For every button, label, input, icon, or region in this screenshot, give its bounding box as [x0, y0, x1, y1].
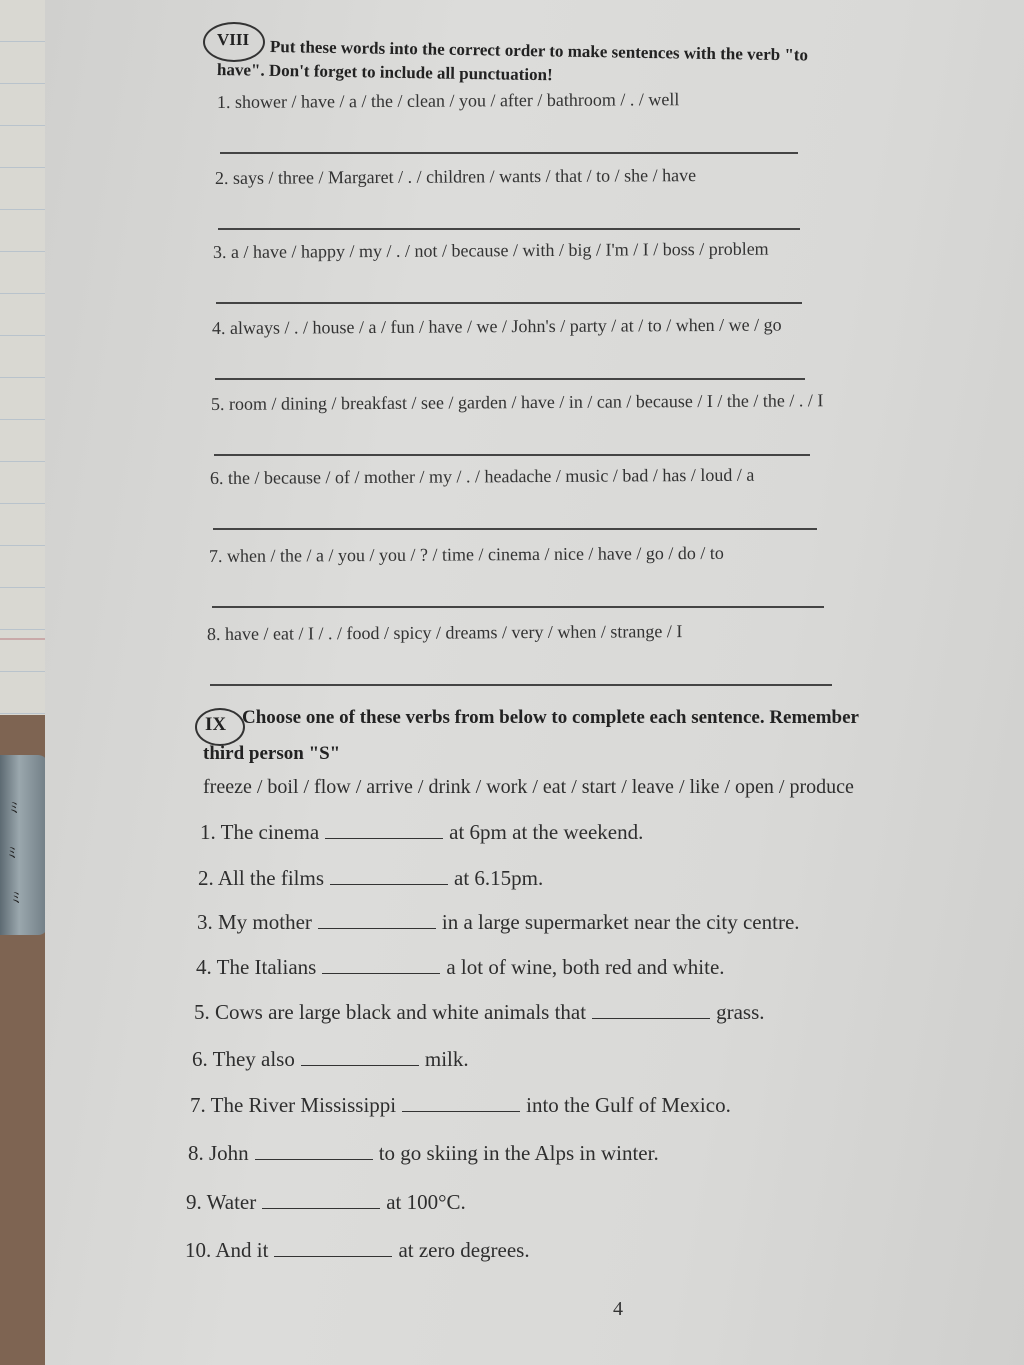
page-number: 4: [613, 1298, 623, 1320]
answer-blank[interactable]: [592, 1000, 710, 1019]
sentence-start: 8. John: [188, 1141, 249, 1165]
sentence-end: at 6.15pm.: [454, 866, 544, 890]
answer-blank[interactable]: [402, 1093, 520, 1112]
sentence-end: at 6pm at the weekend.: [449, 820, 644, 844]
answer-line[interactable]: [218, 228, 800, 230]
sentence-start: 10. And it: [185, 1238, 269, 1262]
section-8-number: VIII: [217, 30, 250, 49]
fill-blank-item: [197, 910, 800, 935]
answer-blank[interactable]: [262, 1190, 380, 1209]
fill-blank-item: [194, 1000, 765, 1025]
answer-line[interactable]: [212, 606, 824, 608]
exercise-item: 4. always / . / house / a / fun / have / we / John's / party / at / to / when / we / go: [211, 314, 782, 338]
section-8-instruction-line1: Put these words into the correct order to make sentences with the verb "to: [269, 37, 809, 65]
fill-blank-item: [196, 955, 725, 980]
worksheet-page: [45, 0, 1024, 1365]
fill-blank-item: [186, 1190, 466, 1215]
sentence-start: 4. The Italians: [196, 955, 317, 979]
answer-blank[interactable]: [301, 1047, 419, 1066]
section-9-number: IX: [205, 714, 227, 735]
sentence-end: grass.: [716, 1000, 765, 1024]
fabric-pouch: ﾐ ﾐ ﾐ: [0, 755, 48, 935]
sentence-start: 2. All the films: [198, 866, 324, 890]
answer-blank[interactable]: [330, 866, 448, 885]
section-9-instruction-line2: third person "S": [203, 743, 341, 764]
answer-line[interactable]: [220, 152, 798, 154]
answer-line[interactable]: [216, 302, 802, 304]
exercise-item: 1. shower / have / a / the / clean / you / after / bathroom / . / well: [216, 89, 680, 112]
answer-blank[interactable]: [255, 1141, 373, 1160]
fill-blank-item: [190, 1093, 731, 1118]
sentence-end: at zero degrees.: [398, 1238, 530, 1262]
exercise-item: 8. have / eat / I / . / food / spicy / dreams / very / when / strange / I: [206, 621, 683, 644]
sentence-end: in a large supermarket near the city centre.: [441, 910, 800, 934]
exercise-item: 3. a / have / happy / my / . / not / because / with / big / I'm / I / boss / problem: [212, 238, 769, 262]
sentence-end: to go skiing in the Alps in winter.: [378, 1141, 659, 1165]
sentence-end: a lot of wine, both red and white.: [446, 955, 725, 979]
exercise-item: 7. when / the / a / you / you / ? / time / cinema / nice / have / go / do / to: [208, 542, 724, 566]
sentence-start: 9. Water: [186, 1190, 257, 1214]
answer-blank[interactable]: [318, 910, 436, 929]
fill-blank-item: [198, 866, 543, 891]
sentence-end: at 100°C.: [386, 1190, 466, 1214]
exercise-item: 5. room / dining / breakfast / see / garden / have / in / can / because / I / the / the / . / I: [210, 390, 824, 414]
answer-line[interactable]: [214, 454, 810, 456]
sentence-end: into the Gulf of Mexico.: [526, 1093, 731, 1117]
sentence-start: 1. The cinema: [200, 820, 320, 844]
section-8-instruction-line2: have". Don't forget to include all punctuation!: [216, 60, 553, 85]
fill-blank-item: [188, 1141, 659, 1166]
exercise-item: 6. the / because / of / mother / my / . / headache / music / bad / has / loud / a: [209, 464, 755, 488]
sentence-start: 6. They also: [192, 1047, 295, 1071]
exercise-item: 2. says / three / Margaret / . / children / wants / that / to / she / have: [214, 165, 697, 188]
sentence-start: 5. Cows are large black and white animals that: [194, 1000, 587, 1024]
section-9-instruction-line1: Choose one of these verbs from below to complete each sentence. Remember: [242, 707, 859, 728]
fill-blank-item: [192, 1047, 469, 1072]
sentence-end: milk.: [424, 1047, 469, 1071]
verb-list: freeze / boil / flow / arrive / drink / work / eat / start / leave / like / open / produce: [203, 776, 854, 798]
answer-blank[interactable]: [274, 1238, 392, 1257]
answer-line[interactable]: [210, 684, 832, 686]
answer-blank[interactable]: [322, 955, 440, 974]
answer-blank[interactable]: [325, 820, 443, 839]
fill-blank-item: [185, 1238, 530, 1263]
fill-blank-item: [200, 820, 643, 845]
sentence-start: 3. My mother: [197, 910, 312, 934]
answer-line[interactable]: [213, 528, 817, 530]
answer-line[interactable]: [215, 378, 805, 380]
sentence-start: 7. The River Mississippi: [190, 1093, 397, 1117]
